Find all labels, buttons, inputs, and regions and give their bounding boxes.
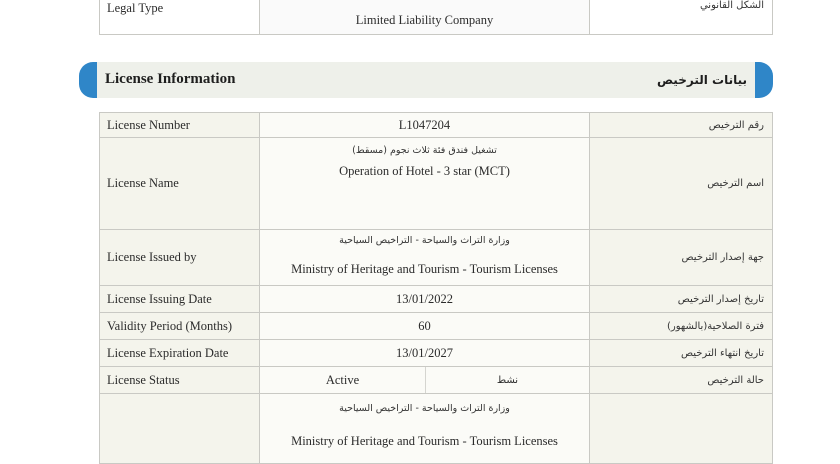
validity-period-label-ar: فترة الصلاحية(بالشهور)	[590, 313, 773, 340]
legal-type-label-ar-text: الشكل القانوني	[699, 0, 764, 11]
license-issued-by-value	[260, 230, 590, 286]
legal-type-label-ar	[590, 0, 773, 35]
license-expiration-date-value: 13/01/2027	[260, 340, 590, 367]
legal-type-table	[99, 0, 773, 35]
table-row	[100, 138, 773, 230]
license-status-value-ar: نشط	[496, 374, 519, 386]
section-header-left-cap	[79, 62, 97, 98]
table-row	[100, 313, 773, 340]
license-status-split	[260, 367, 589, 393]
license-expiration-date-label: License Expiration Date	[100, 340, 260, 367]
table-row	[100, 286, 773, 313]
table-row	[100, 394, 773, 464]
license-name-value	[260, 138, 590, 230]
validity-period-label: Validity Period (Months)	[100, 313, 260, 340]
validity-period-value: 60	[260, 313, 590, 340]
extra-authority-value-en: Ministry of Heritage and Tourism - Tourism Licenses	[291, 434, 558, 448]
empty-label-cell	[100, 394, 260, 464]
license-issued-by-label: License Issued by	[100, 230, 260, 286]
section-header	[79, 62, 773, 98]
license-status-value-en: Active	[260, 367, 426, 393]
legal-type-value-text: Limited Liability Company	[355, 13, 494, 27]
license-number-label-ar: رقم الترخيص	[590, 113, 773, 138]
license-status-label: License Status	[100, 367, 260, 394]
license-name-label-ar: اسم الترخيص	[590, 138, 773, 230]
license-status-value	[260, 367, 590, 394]
license-status-label-ar: حالة الترخيص	[590, 367, 773, 394]
section-title-en: License Information	[105, 71, 236, 87]
license-name-label: License Name	[100, 138, 260, 230]
table-row	[100, 230, 773, 286]
license-info-table	[99, 112, 773, 464]
license-expiration-date-label-ar: تاريخ انتهاء الترخيص	[590, 340, 773, 367]
section-header-right-cap	[755, 62, 773, 98]
extra-authority-value	[260, 394, 590, 464]
license-issued-by-value-ar: وزارة التراث والسياحة - التراخيص السياحية	[339, 235, 510, 246]
table-row	[100, 367, 773, 394]
table-row	[100, 340, 773, 367]
empty-label-ar-cell	[590, 394, 773, 464]
license-name-value-ar: تشغيل فندق فئة ثلاث نجوم (مسقط)	[352, 145, 497, 156]
table-row	[100, 0, 773, 35]
license-number-value: L1047204	[260, 113, 590, 138]
license-issued-by-value-en: Ministry of Heritage and Tourism - Tourism Licenses	[291, 262, 558, 276]
section-title-ar: بيانات الترخيص	[656, 73, 747, 87]
license-issued-by-label-ar: جهة إصدار الترخيص	[590, 230, 773, 286]
license-number-label: License Number	[100, 113, 260, 138]
extra-authority-value-ar: وزارة التراث والسياحة - التراخيص السياحية	[339, 403, 510, 414]
legal-type-label	[100, 0, 260, 35]
legal-type-label-text: Legal Type	[107, 1, 164, 15]
license-issuing-date-label: License Issuing Date	[100, 286, 260, 313]
legal-type-value	[260, 0, 590, 35]
table-row	[100, 113, 773, 138]
license-issuing-date-label-ar: تاريخ إصدار الترخيص	[590, 286, 773, 313]
license-issuing-date-value: 13/01/2022	[260, 286, 590, 313]
license-name-value-en: Operation of Hotel - 3 star (MCT)	[339, 164, 510, 178]
